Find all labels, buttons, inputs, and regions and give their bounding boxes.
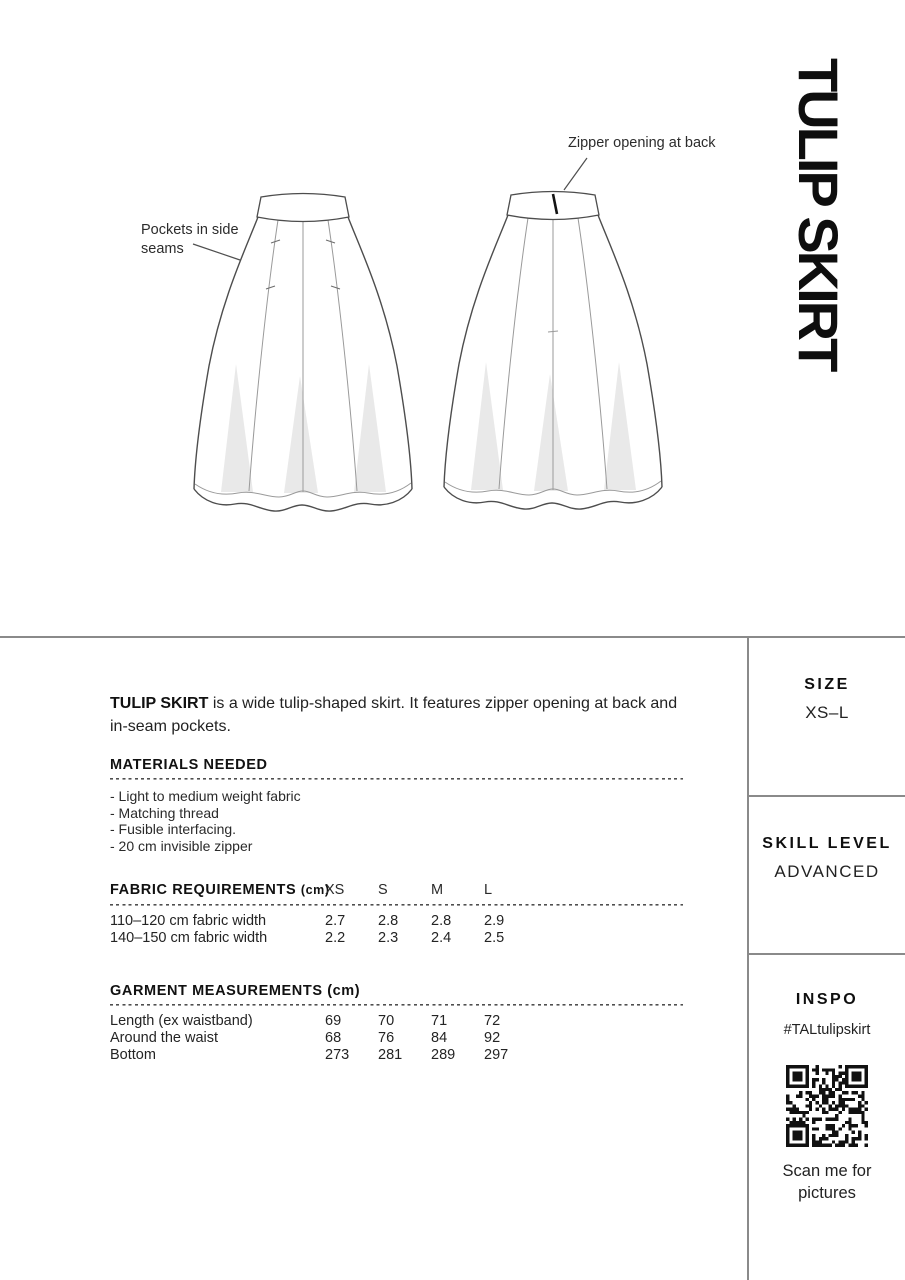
table-row: 110–120 cm fabric width 2.7 2.8 2.8 2.9 [110,913,505,929]
table-row: Length (ex waistband) 69 70 71 72 [110,1013,501,1029]
row-label: Length (ex waistband) [110,1013,253,1029]
garment-measurements-rows [110,1013,747,1064]
sidebar [747,638,905,1280]
skill-level-heading: SKILL LEVEL [762,835,892,852]
size-heading: SIZE [804,676,850,693]
divider-dashed [110,778,683,780]
page-title: TULIP SKIRT [787,58,850,370]
fabric-requirements-header [110,882,683,899]
qr-code [786,1065,868,1147]
materials-list [110,788,747,854]
inspo-box [749,955,905,1280]
row-label: Bottom [110,1047,156,1063]
skirt-back-drawing [428,184,678,524]
materials-heading: MATERIALS NEEDED [110,757,268,773]
skill-level-value: ADVANCED [774,862,880,881]
size-column-header: XS [325,882,345,898]
size-value: XS–L [805,703,849,722]
inspo-hashtag: #TALtulipskirt [783,1022,871,1038]
list-item: - Matching thread [110,804,219,821]
info-section [0,636,905,1280]
materials-block [110,757,747,854]
list-item: - Light to medium weight fabric [110,788,301,804]
size-column-header: S [378,882,388,898]
skill-level-box [749,797,905,955]
row-label: 110–120 cm fabric width [110,913,267,929]
row-label: 140–150 cm fabric width [110,930,268,946]
fabric-requirements-heading: FABRIC REQUIREMENTS (cm) [110,882,330,898]
pattern-details [0,638,747,1280]
garment-measurements-heading: GARMENT MEASUREMENTS (cm) [110,983,361,999]
table-row: Around the waist 68 76 84 92 [110,1030,501,1046]
row-label: Around the waist [110,1030,219,1046]
fabric-requirements-rows [110,913,747,947]
pockets-annotation: Pockets in side seams [141,222,239,257]
list-item: - Fusible interfacing. [110,821,237,837]
list-item: - 20 cm invisible zipper [110,837,253,854]
size-column-header: L [484,882,493,898]
zipper-annotation: Zipper opening at back [568,135,716,151]
inspo-heading: INSPO [795,991,859,1008]
pattern-description: TULIP SKIRT is a wide tulip-shaped skirt. It features zipper opening at back and in-seam pockets. [110,695,678,735]
table-row: Bottom 273 281 289 297 [110,1047,509,1063]
table-row: 140–150 cm fabric width 2.2 2.3 2.4 2.5 [110,930,505,946]
technical-drawing-section [0,0,905,636]
divider-dashed [110,904,683,906]
unit-label: (cm) [300,883,330,897]
qr-caption: Scan me for pictures [782,1162,872,1202]
fabric-requirements-block [110,882,747,947]
size-column-header: M [431,882,444,898]
divider-dashed [110,1004,683,1006]
garment-measurements-block [110,983,747,1064]
pattern-name: TULIP SKIRT [110,695,209,712]
size-box [749,638,905,797]
